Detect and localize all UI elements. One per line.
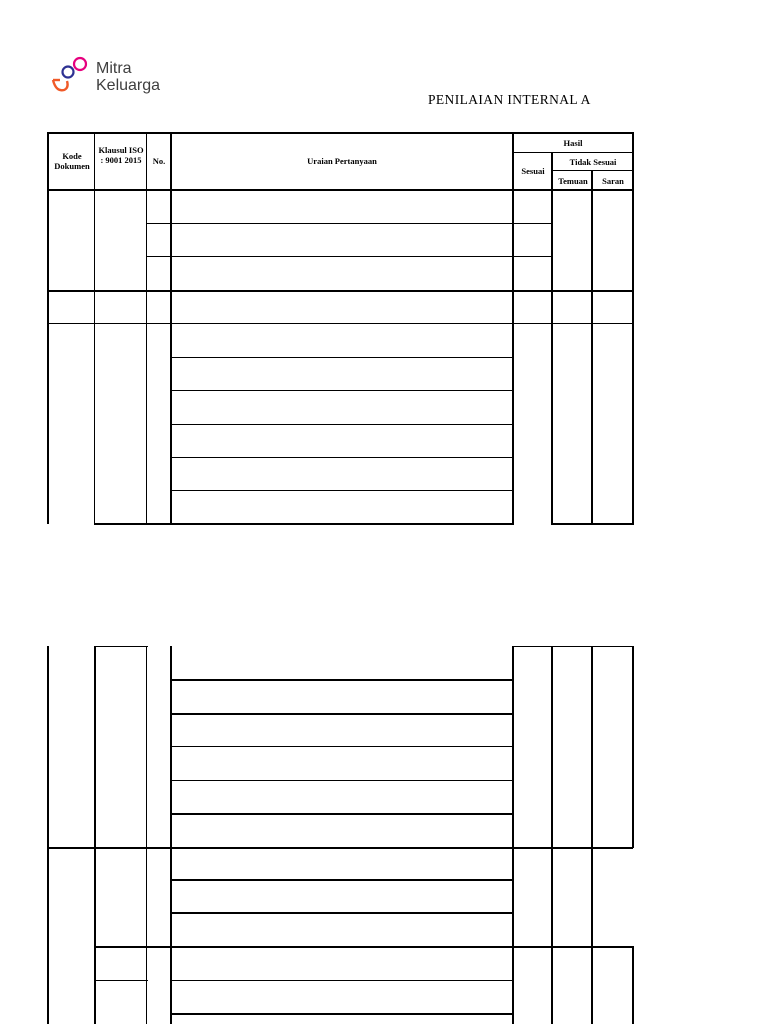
table-left-border-2 (47, 646, 49, 1024)
row-line (171, 679, 513, 681)
col-divider-no-2 (170, 646, 172, 1024)
col-divider-klausul (146, 132, 147, 525)
row-line (512, 646, 633, 647)
col-divider-sesuai (551, 152, 553, 525)
table-right-border (632, 132, 634, 525)
row-line (147, 223, 552, 224)
table-right-border-2a (632, 646, 634, 848)
header-bottom-border (47, 189, 633, 191)
header-saran: Saran (602, 176, 624, 186)
row-line (171, 457, 513, 458)
logo-mark-icon (50, 56, 94, 96)
row-line (171, 780, 513, 781)
row-line (171, 424, 513, 425)
header-hasil: Hasil (563, 138, 583, 148)
block-bottom-line (551, 523, 633, 525)
row-line (94, 980, 148, 981)
logo-text-line2: Keluarga (96, 77, 161, 94)
row-line (171, 879, 513, 881)
col-divider-temuan-2 (591, 646, 593, 1024)
header-no: No. (152, 156, 166, 166)
row-line (47, 323, 633, 324)
table-top-border (47, 132, 633, 134)
tidak-sesuai-divider (553, 170, 633, 171)
header-sesuai: Sesuai (521, 166, 545, 176)
logo-text-line1: Mitra (96, 60, 132, 77)
row-line (171, 357, 513, 358)
table-left-border (47, 132, 49, 524)
col-divider-uraian (512, 132, 514, 525)
hasil-divider (513, 152, 633, 153)
col-divider-klausul-2 (146, 646, 147, 1024)
col-divider-uraian-2 (512, 646, 514, 1024)
row-line (171, 746, 513, 747)
page-title: PENILAIAN INTERNAL A (428, 92, 591, 107)
logo-text (96, 60, 160, 94)
header-kode-dokumen: Kode Dokumen (54, 151, 90, 171)
row-line (171, 912, 513, 914)
table-right-border-2b (632, 946, 634, 1024)
header-tidak-sesuai: Tidak Sesuai (569, 157, 617, 167)
row-line (171, 980, 513, 981)
row-line (171, 713, 513, 715)
row-line (47, 290, 633, 292)
mitra-keluarga-logo (50, 56, 180, 100)
row-line (171, 1013, 513, 1015)
row-line (147, 256, 552, 257)
row-line (47, 847, 633, 849)
row-line (94, 646, 148, 647)
row-line (171, 390, 513, 391)
block-bottom-line (94, 523, 514, 525)
row-line (171, 490, 513, 491)
col-divider-no (170, 132, 172, 525)
col-divider-temuan (591, 170, 593, 525)
col-divider-sesuai-2 (551, 646, 553, 1024)
row-line (94, 946, 633, 948)
col-divider-kode-2 (94, 646, 96, 1024)
row-line (171, 813, 513, 815)
header-temuan: Temuan (558, 176, 588, 186)
header-klausul: Klausul ISO : 9001 2015 (98, 145, 144, 165)
col-divider-kode (94, 132, 95, 524)
header-uraian-pertanyaan: Uraian Pertanyaan (307, 156, 377, 166)
